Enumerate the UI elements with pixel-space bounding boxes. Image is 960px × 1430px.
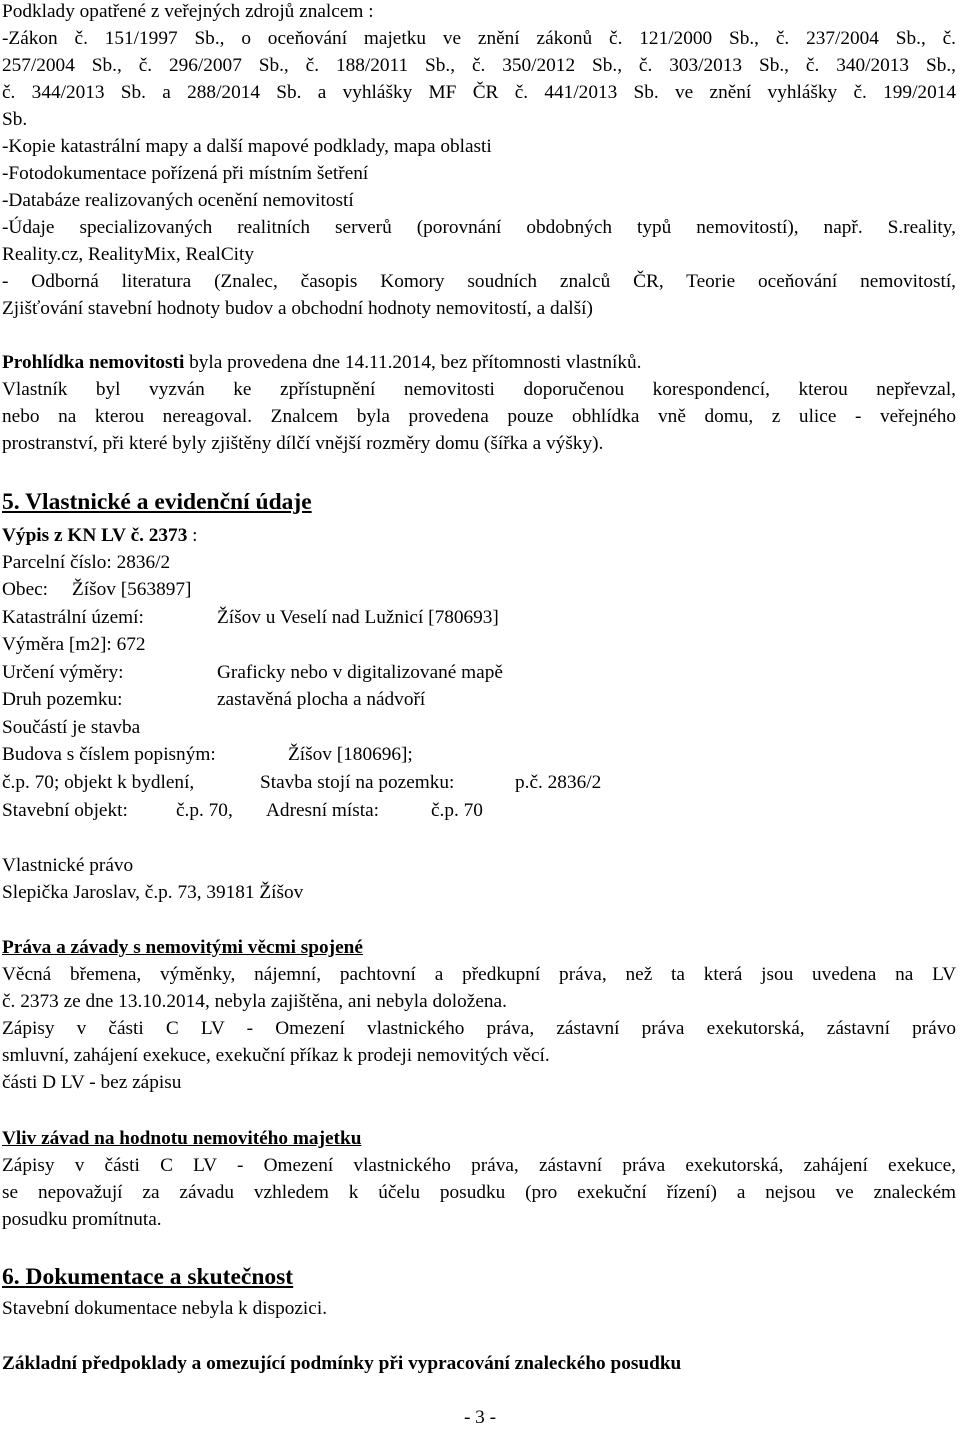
land-type-label: Druh pozemku: (2, 689, 123, 710)
rights-p1-line-2: č. 2373 ze dne 13.10.2014, nebyla zajištěna, ani nebyla doložena. (2, 991, 507, 1012)
cadastral-area-label: Katastrální území: (2, 607, 144, 628)
impact-heading: Vliv závad na hodnotu nemovitého majetku (2, 1128, 362, 1149)
rights-p3: části D LV - bez zápisu (2, 1072, 182, 1093)
source-database: -Databáze realizovaných ocenění nemovitostí (2, 190, 354, 211)
rights-heading: Práva a závady s nemovitými věcmi spojené (2, 937, 363, 958)
land-type-value: zastavěná plocha a nádvoří (217, 689, 426, 710)
stands-on-value: p.č. 2836/2 (515, 772, 602, 793)
area-method-value: Graficky nebo v digitalizované mapě (217, 662, 503, 683)
building-object-label: Stavební objekt: (2, 800, 128, 821)
extract-title (2, 524, 198, 548)
rights-p2-line-1: Zápisy v části C LV - Omezení vlastnického práva, zástavní práva exekutorská, zástavní právo (2, 1018, 956, 1039)
stands-on-label: Stavba stojí na pozemku: (260, 772, 455, 793)
laws-line-3: č. 344/2013 Sb. a 288/2014 Sb. a vyhlášky MF ČR č. 441/2013 Sb. ve znění vyhlášky č. 199/2014 (2, 82, 956, 103)
source-photos: -Fotodokumentace pořízená při místním šetření (2, 163, 369, 184)
cadastral-area-value: Žíšov u Veselí nad Lužnicí [780693] (217, 607, 499, 628)
area-method-label: Určení výměry: (2, 662, 124, 683)
impact-line-2: se nepovažují za závadu vzhledem k účelu posudku (pro exekuční řízení) a nejsou ve znaleckém (2, 1182, 956, 1203)
inspection-date-text: byla provedena dne 14.11.2014, bez přítomnosti vlastníků. (184, 352, 642, 373)
building-object-value: č.p. 70, (176, 800, 233, 821)
address-label: Adresní místa: (266, 800, 379, 821)
extract-title-bold: Výpis z KN LV č. 2373 (2, 525, 188, 546)
rights-p2-line-2: smluvní, zahájení exekuce, exekuční příkaz k prodeji nemovitých věcí. (2, 1045, 550, 1066)
extract-title-rest: : (187, 525, 198, 546)
building-value: Žíšov [180696]; (288, 744, 413, 765)
sources-intro: Podklady opatřené z veřejných zdrojů znalcem : (2, 1, 374, 22)
parcel-number: Parcelní číslo: 2836/2 (2, 552, 171, 573)
inspection-line-3: nebo na kterou nereagoval. Znalcem byla provedena pouze obhlídka vně domu, z ulice - veřejného (2, 406, 956, 427)
assumptions-heading: Základní předpoklady a omezující podmínky při vypracování znaleckého posudku (2, 1353, 682, 1374)
address-value: č.p. 70 (431, 800, 483, 821)
municipality-label: Obec: (2, 579, 49, 600)
section-6-heading: 6. Dokumentace a skutečnost (2, 1264, 294, 1290)
municipality-value: Žíšov [563897] (72, 579, 192, 600)
source-servers-line-1: -Údaje specializovaných realitních serverů (porovnání obdobných typů nemovitostí), např. S.reality, (2, 217, 956, 238)
laws-line-1: -Zákon č. 151/1997 Sb., o oceňování majetku ve znění zákonů č. 121/2000 Sb., č. 237/2004 Sb., č. (2, 28, 956, 49)
building-label: Budova s číslem popisným: (2, 744, 216, 765)
inspection-line-4: prostranství, při které byly zjištěny dílčí vnější rozměry domu (šířka a výšky). (2, 433, 604, 454)
source-literature-line-2: Zjišťování stavební hodnoty budov a obchodní hodnoty nemovitostí, a další) (2, 298, 593, 319)
source-literature-line-1: - Odborná literatura (Znalec, časopis Komory soudních znalců ČR, Teorie oceňování nemovitostí, (2, 271, 956, 292)
inspection-label: Prohlídka nemovitosti (2, 352, 185, 373)
section-5-heading: 5. Vlastnické a evidenční údaje (2, 489, 312, 515)
rights-p1-line-1: Věcná břemena, výměnky, nájemní, pachtovní a předkupní práva, než ta která jsou uvedena na LV (2, 964, 956, 985)
section-6-text: Stavební dokumentace nebyla k dispozici. (2, 1298, 328, 1319)
inspection-line-2: Vlastník byl vyzván ke zpřístupnění nemovitosti doporučenou korespondencí, kterou nepřevzal, (2, 379, 956, 400)
page-number: - 3 - (463, 1407, 497, 1428)
source-servers-line-2: Reality.cz, RealityMix, RealCity (2, 244, 255, 265)
impact-line-1: Zápisy v části C LV - Omezení vlastnického práva, zástavní práva exekutorská, zahájení exekuce, (2, 1155, 956, 1176)
impact-line-3: posudku promítnuta. (2, 1209, 162, 1230)
parcel-area: Výměra [m2]: 672 (2, 634, 146, 655)
owner: Slepička Jaroslav, č.p. 73, 39181 Žíšov (2, 882, 304, 903)
inspection-line-1 (2, 351, 641, 375)
part-of-building: Součástí je stavba (2, 717, 141, 738)
laws-line-2: 257/2004 Sb., č. 296/2007 Sb., č. 188/2011 Sb., č. 350/2012 Sb., č. 303/2013 Sb., č. 340/2013 Sb., (2, 55, 956, 76)
ownership-title: Vlastnické právo (2, 855, 134, 876)
laws-line-4: Sb. (2, 109, 28, 130)
source-maps: -Kopie katastrální mapy a další mapové podklady, mapa oblasti (2, 136, 492, 157)
cp-value: č.p. 70; objekt k bydlení, (2, 772, 195, 793)
